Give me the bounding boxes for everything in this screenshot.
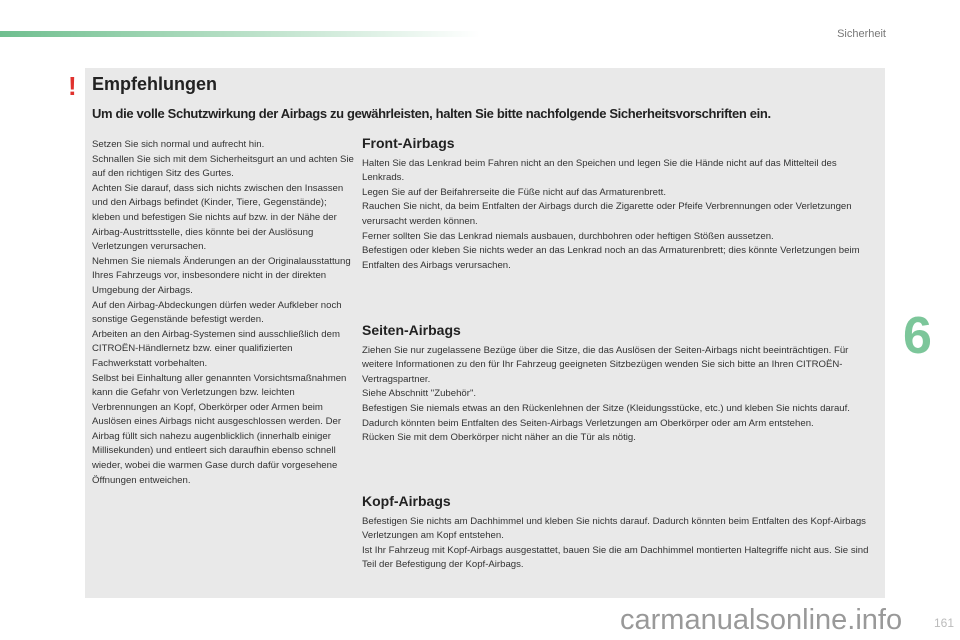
front-airbags-section <box>362 136 877 273</box>
paragraph: Siehe Abschnitt "Zubehör". <box>362 388 477 400</box>
paragraph: Nehmen Sie niemals Änderungen an der Originalausstattung Ihres Fahrzeugs vor, insbesondere nicht in der direkten Umgebung der Airbags. <box>92 255 351 296</box>
watermark: carmanualsonline.info <box>620 604 903 636</box>
paragraph: Setzen Sie sich normal und aufrecht hin. <box>92 139 265 150</box>
paragraph: Selbst bei Einhaltung aller genannten Vorsichtsmaßnahmen kann die Gefahr von Verletzungen bzw. leichten Verbrennungen an Kopf, Oberkörper oder Armen beim Auslösen eines Airbags nicht ausgeschlossen werden. Der Airbag füllt sich nahezu augenblicklich (innerhalb einiger Millisekunden) und entleert sich daraufhin ebenso schnell wieder, wobei die warmen Gase durch dafür vorgesehene Öffnungen entweichen. <box>92 372 347 486</box>
side-airbags-section <box>362 323 877 446</box>
general-advice <box>92 138 354 488</box>
box-subtitle: Um die volle Schutzwirkung der Airbags zu gewährleisten, halten Sie bitte nachfolgende Sicherheitsvorschriften ein. <box>92 106 771 121</box>
section-title: Sicherheit <box>837 28 886 40</box>
paragraph: Befestigen oder kleben Sie nichts weder an das Lenkrad noch an das Armaturenbrett; dies könnte Verletzungen beim Entfalten des Airbags verursachen. <box>362 245 860 271</box>
paragraph: Befestigen Sie nichts am Dachhimmel und kleben Sie nichts darauf. Dadurch könnten beim Entfalten des Kopf-Airbags Verletzungen am Kopf entstehen. <box>362 515 866 542</box>
chapter-number: 6 <box>903 307 932 365</box>
paragraph: Rücken Sie mit dem Oberkörper nicht näher an die Tür als nötig. <box>362 432 636 444</box>
section-heading: Kopf-Airbags <box>362 493 451 509</box>
paragraph: Ferner sollten Sie das Lenkrad niemals ausbauen, durchbohren oder heftigen Stößen aussetzen. <box>362 230 774 242</box>
paragraph: Halten Sie das Lenkrad beim Fahren nicht an den Speichen und legen Sie die Hände nicht auf das Mittelteil des Lenkrads. <box>362 157 837 184</box>
paragraph: Arbeiten an den Airbag-Systemen sind ausschließlich dem CITROËN-Händlernetz bzw. einer qualifizierten Fachwerkstatt vorbehalten. <box>92 328 340 369</box>
paragraph: Auf den Airbag-Abdeckungen dürfen weder Aufkleber noch sonstige Gegenstände befestigt werden. <box>92 299 342 326</box>
head-airbags-section <box>362 494 877 573</box>
paragraph: Rauchen Sie nicht, da beim Entfalten der Airbags durch die Zigarette oder Pfeife Verbrennungen oder Verletzungen verursacht werden können. <box>362 201 852 227</box>
paragraph: Befestigen Sie niemals etwas an den Rückenlehnen der Sitze (Kleidungsstücke, etc.) und kleben Sie nichts darauf. Dadurch könnten beim Entfalten des Seiten-Airbags Verletzungen am Oberkörper oder am Arm entstehen. <box>362 402 850 429</box>
page-number: 161 <box>934 616 955 630</box>
section-heading: Seiten-Airbags <box>362 322 461 338</box>
paragraph: Schnallen Sie sich mit dem Sicherheitsgurt an und achten Sie auf den richtigen Sitz des Gurtes. <box>92 153 354 180</box>
paragraph: Ist Ihr Fahrzeug mit Kopf-Airbags ausgestattet, bauen Sie die am Dachhimmel montierten Haltegriffe nicht aus. Sie sind Teil der Befestigung der Kopf-Airbags. <box>362 544 869 571</box>
paragraph: Achten Sie darauf, dass sich nichts zwischen den Insassen und den Airbags befindet (Kinder, Tiere, Gegenstände); kleben und befestigen Sie nichts auf bzw. in der Nähe der Airbag-Austrittsstelle, dies könnte bei der Auslösung Verletzungen verursachen. <box>92 182 344 253</box>
header-gradient-bar <box>0 31 480 37</box>
section-heading: Front-Airbags <box>362 135 455 151</box>
box-title: Empfehlungen <box>92 74 217 94</box>
paragraph: Legen Sie auf der Beifahrerseite die Füße nicht auf das Armaturenbrett. <box>362 186 666 198</box>
paragraph: Ziehen Sie nur zugelassene Bezüge über die Sitze, die das Auslösen der Seiten-Airbags nicht beeinträchtigen. Für weitere Informationen zu den für Ihr Fahrzeug geeigneten Sitzbezügen wenden Sie sich bitte an Ihren CITROËN-Vertragspartner. <box>362 344 849 385</box>
exclamation-icon: ! <box>68 71 77 101</box>
